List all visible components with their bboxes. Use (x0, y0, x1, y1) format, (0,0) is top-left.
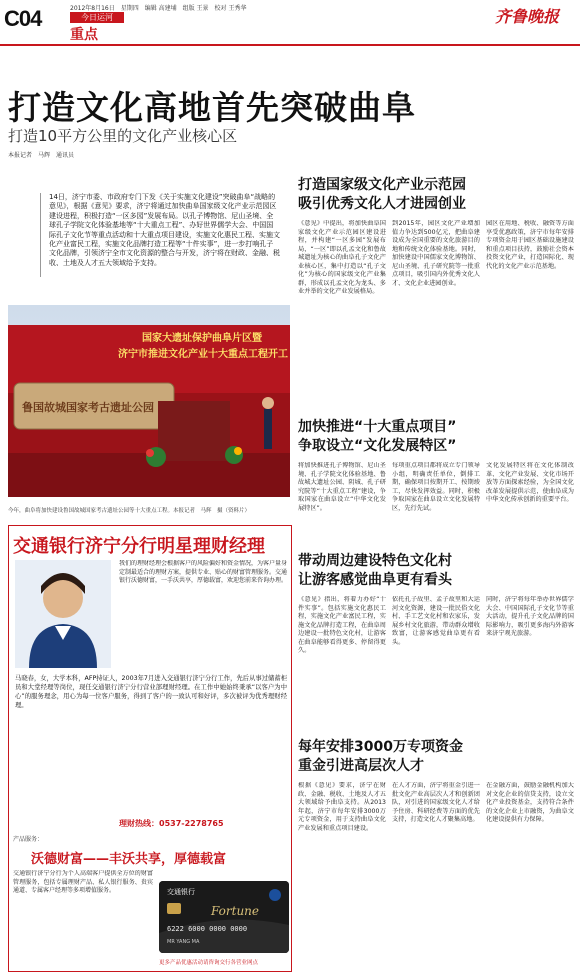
ad-hotline: 理财热线：0537-2278765 (119, 819, 224, 828)
section-1-col: 到2015年，园区文化产业增加值力争达到500亿元，把曲阜建设成为全国重要的文化旅游目的地和传统文化体验基地。同时，加快建设中国儒家文化博物馆、尼山圣境、孔子研究院等一批重点项目，吸引国内外优秀文化人才、文化企业进园创业。 (392, 220, 480, 287)
section-2-title-line1: 加快推进“十大重点项目” (298, 419, 457, 435)
card-number: 6222 6000 0000 0000 (167, 925, 248, 933)
section-3-col: 依托孔子故里、孟子故里和大运河文化资源，建设一批民俗文化村、手工艺文化村和农家乐，发展乡村文化旅游，带动群众增收致富，让游客感觉曲阜更有看头。 (392, 596, 480, 646)
section-2-col: 文化发展特区将在文化体制改革、文化产业发展、文化市场开放等方面探索经验，为全国文化改革发展提供示范，使曲阜成为中华文化传承创新的重要平台。 (486, 462, 574, 503)
lead-summary: 14日，济宁市委、市政府专门下发《关于实施文化建设”突破曲阜“战略的意见》，根据《意见》要求，济宁将通过加快曲阜国家级文化产业示范园区建设进程，积极打造“一区多园”发展布局。以孔子博物馆、尼山圣境、全球孔子学院文化体验基地等“十大重点工程”、办好世界儒学大会、中国国际孔子文化节等重点活动和十大重点项目建设，实施文化惠民工程、实施文化产业富民工程，实施文化品牌打造工程等“十件实事”，进一步打响孔子文化品牌，引领济宁全市文化资源的整合与开发，济宁将在财政、金融、税收、土地及人才五大领域给予支持。 (40, 193, 280, 277)
ad-title: 交通银行济宁分行明星理财经理 (13, 536, 265, 557)
section-3 (298, 552, 574, 728)
photo-caption: 今年，曲阜将加快建设鲁国故城国家考古遗址公园等十大重点工程。本报记者 马辉 摄（资料片） (8, 508, 251, 514)
ad-body-right: 我们的理财经理会根据客户的风险偏好和资金情况，为客户量身定制最适合的理财方案，提供专业、贴心的财富管理服务。交通银行沃德财富，一手沃共享，厚德载富，欢迎您前来咨询办理。 (119, 560, 287, 585)
section-1-title-line2: 吸引优秀文化人才进园创业 (298, 196, 466, 212)
bank-card (159, 881, 289, 953)
section-4-col: 在人才方面，济宁将重金引进一批文化产业高层次人才和创新团队，对引进的国家级文化人才给予住房、科研经费等方面的优先支持，打造文化人才聚集高地。 (392, 782, 480, 823)
section-4-title-line1: 每年安排3000万专项资金 (298, 739, 463, 755)
section-name: 重点 (70, 27, 98, 43)
card-bank-name: 交通银行 (167, 888, 195, 896)
page-code: C04 (4, 6, 42, 31)
section-1-col: 园区在用地、税收、融资等方面享受优惠政策，济宁市每年安排专项资金用于园区基础设施建设和重点项目扶持，鼓励社会资本投资文化产业，打造国际化、现代化的文化产业示范基地。 (486, 220, 574, 270)
paper-logo: 齐鲁晚报 (495, 7, 560, 26)
card-brand: Fortune (211, 904, 260, 918)
advisor-portrait-icon (15, 560, 111, 668)
photo-illustration (8, 305, 290, 497)
section-2 (298, 418, 574, 550)
byline: 本报记者 马辉 通讯员 (8, 152, 75, 159)
bank-advertisement (8, 525, 292, 972)
banner-line2: 济宁市推进文化产业十大重点工程开工 (118, 349, 288, 360)
ad-body-main: 马晓春，女，大学本科，AFP持证人，2003年7月进入交通银行济宁分行工作，先后从事过储蓄柜员和大堂经理等岗位，现任交通银行济宁分行营业部理财经理。在工作中她始终秉承“以客户为中心”的服务理念，用心为每一位客户服务，得到了客户的一致认可和好评，多次被评为优秀理财经理。 (15, 675, 287, 709)
section-1-title-line1: 打造国家级文化产业示范园 (298, 177, 466, 193)
banner-line1: 国家大遗址保护曲阜片区暨 (142, 333, 262, 344)
bank-card-icon (159, 881, 289, 953)
section-3-col: 《意见》指出，将着力办好“十件实事”。包括实施文化惠民工程，实施文化产业富民工程，实施文化品牌打造工程，在曲阜周边建设一批特色文化村，让游客在曲阜能够看得更多、停留得更久。 (298, 596, 386, 654)
section-4 (298, 738, 574, 970)
sub-headline: 打造10平方公里的文化产业核心区 (8, 127, 238, 145)
ad-product-label: 产品服务： (13, 836, 44, 843)
news-photo (8, 305, 290, 497)
card-holder: MR YANG MA (167, 939, 200, 945)
section-3-title-line2: 让游客感觉曲阜更有看头 (298, 572, 452, 588)
ad-product-name: 沃德财富——丰沃共享，厚德载富 (31, 852, 227, 867)
main-headline: 打造文化高地首先突破曲阜 (8, 88, 416, 127)
masthead-rule (0, 44, 580, 46)
section-3-col: 同时，济宁将每年举办世界儒学大会、中国国际孔子文化节等重大活动，提升孔子文化品牌的国际影响力，吸引更多海内外游客来济宁观光旅游。 (486, 596, 574, 637)
section-1 (298, 176, 574, 416)
section-2-col: 每项重点项目都将成立专门领导小组，明确责任单位，倒排工期，确保项目按期开工、按期竣工，尽快发挥效益。同时，积极争取国家在曲阜设立文化发展特区，先行先试。 (392, 462, 480, 512)
section-2-col: 将加快推进孔子博物馆、尼山圣境、孔子学院文化体验基地、鲁故城大遗址公园、阴城、孔子研究院等“十大重点工程”建设，争取国家在曲阜设立“中华文化发展特区”。 (298, 462, 386, 512)
section-4-col: 根据《意见》要求，济宁在财政、金融、税收、土地及人才五大领域给予曲阜支持。从2013年起，济宁市每年安排3000万元专项资金，用于支持曲阜文化产业发展和重点项目建设。 (298, 782, 386, 832)
section-1-col: 《意见》中提出，将加快曲阜国家级文化产业示范园区建设进程，并构建“一区多园”发展布局，“一区”即以孔孟文化和鲁故城遗址为核心的曲阜孔子文化产业核心区，集中打造以“孔子文化”为核心的国家级文化产业集群，形成以孔孟文化为龙头、多业并举的文化产业发展格局。 (298, 220, 386, 295)
edition-meta: 2012年8月16日 星期四 编辑 高建埔 组版 王景 校对 王秀华 (70, 5, 247, 12)
ad-product-desc: 交通银行济宁分行为个人高端客户提供全方位的财富管理服务，包括专属理财产品、私人银行服务、贵宾通道、专属客户经理等多项增值服务。 (13, 870, 153, 895)
section-tag: 今日运河 (70, 12, 124, 23)
section-4-col: 在金融方面，鼓励金融机构加大对文化企业的信贷支持，设立文化产业投资基金，支持符合条件的文化企业上市融资，为曲阜文化建设提供有力保障。 (486, 782, 574, 823)
ad-footer: 更多产品优惠活动请咨询交行各营业网点 (159, 960, 259, 966)
stone-inscription-icon: 鲁国故城国家考古遗址公园 (22, 401, 154, 414)
section-4-title-line2: 重金引进高层次人才 (298, 758, 424, 774)
section-2-title-line2: 争取设立“文化发展特区” (298, 438, 457, 454)
section-3-title-line1: 带动周边建设特色文化村 (298, 553, 452, 569)
